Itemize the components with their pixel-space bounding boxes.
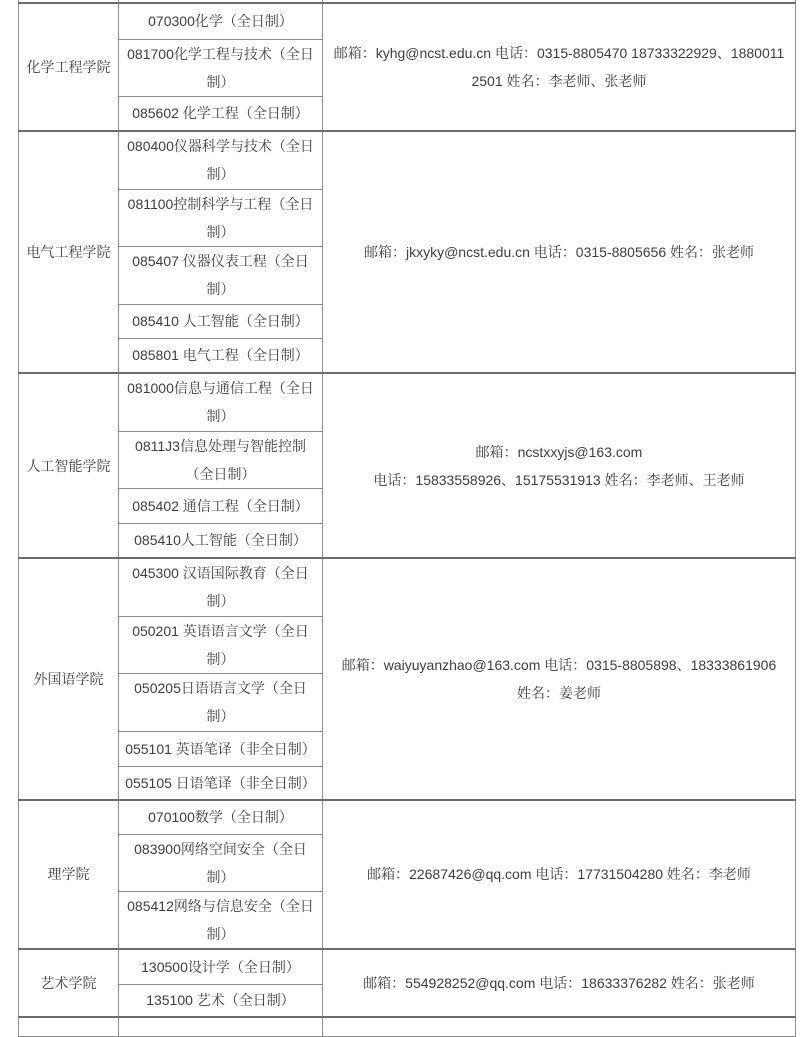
empty-cell (19, 1017, 119, 1037)
contact-line: 邮箱：22687426@qq.com 电话：17731504280 姓名：李老师 (367, 866, 751, 883)
partial-bottom-row (19, 1017, 796, 1037)
college-name-cell: 理学院 (19, 800, 119, 949)
major-cell: 130500设计学（全日制） (119, 949, 323, 985)
major-cell: 045300 汉语国际教育（全日制） (119, 558, 323, 616)
contact-cell (323, 131, 796, 373)
contact-cell (323, 800, 796, 949)
contact-cell (323, 949, 796, 1017)
major-cell: 050205日语语言文学（全日制） (119, 673, 323, 731)
major-cell: 081100控制科学与工程（全日制） (119, 189, 323, 246)
contact-line: 邮箱：jkxyky@ncst.edu.cn 电话：0315-8805656 姓名：张老师 (363, 244, 754, 260)
college-name-cell: 化学工程学院 (19, 3, 119, 131)
major-cell: 0811J3信息处理与智能控制（全日制） (119, 431, 323, 488)
major-cell: 070100数学（全日制） (119, 800, 323, 834)
college-name-cell: 电气工程学院 (19, 131, 119, 373)
table-row (19, 373, 796, 431)
major-cell: 081700化学工程与技术（全日制） (119, 39, 323, 96)
major-cell: 070300化学（全日制） (119, 3, 323, 39)
major-cell: 083900网络空间安全（全日制） (119, 834, 323, 891)
major-cell: 085602 化学工程（全日制） (119, 96, 323, 131)
major-cell: 080400仪器科学与技术（全日制） (119, 131, 323, 189)
table-row (19, 3, 796, 39)
major-cell: 135100 艺术（全日制） (119, 985, 323, 1017)
contact-cell (323, 3, 796, 131)
major-cell: 085801 电气工程（全日制） (119, 338, 323, 373)
contact-line: 邮箱：waiyuyanzhao@163.com 电话：0315-8805898、18333861906 姓名：姜老师 (341, 657, 777, 701)
major-cell: 085410 人工智能（全日制） (119, 304, 323, 338)
contact-cell (323, 558, 796, 800)
major-cell: 055105 日语笔译（非全日制） (119, 766, 323, 800)
contact-line: 邮箱：kyhg@ncst.edu.cn 电话：0315-8805470 18733322929、18800112501 姓名：李老师、张老师 (333, 45, 785, 89)
contact-cell (323, 373, 796, 558)
major-cell: 085412网络与信息安全（全日制） (119, 891, 323, 949)
table-row (19, 800, 796, 834)
table-row (19, 558, 796, 616)
empty-cell (323, 1017, 796, 1037)
contact-line: 邮箱：ncstxxyjs@163.com (475, 443, 643, 460)
contact-line: 电话：15833558926、15175531913 姓名：李老师、王老师 (373, 471, 745, 488)
table-row (19, 949, 796, 985)
major-cell: 081000信息与通信工程（全日制） (119, 373, 323, 431)
empty-cell (119, 1017, 323, 1037)
contact-line: 邮箱：554928252@qq.com 电话：18633376282 姓名：张老师 (363, 974, 755, 991)
major-cell: 085407 仪器仪表工程（全日制） (119, 246, 323, 304)
major-cell: 085402 通信工程（全日制） (119, 488, 323, 523)
college-name-cell: 艺术学院 (19, 949, 119, 1017)
admissions-contact-table-wrap (18, 0, 796, 1037)
college-name-cell: 人工智能学院 (19, 373, 119, 558)
major-cell: 050201 英语语言文学（全日制） (119, 616, 323, 673)
major-cell: 055101 英语笔译（非全日制） (119, 731, 323, 766)
college-name-cell: 外国语学院 (19, 558, 119, 800)
major-cell: 085410人工智能（全日制） (119, 523, 323, 558)
admissions-contact-table (18, 0, 796, 1037)
table-row (19, 131, 796, 189)
